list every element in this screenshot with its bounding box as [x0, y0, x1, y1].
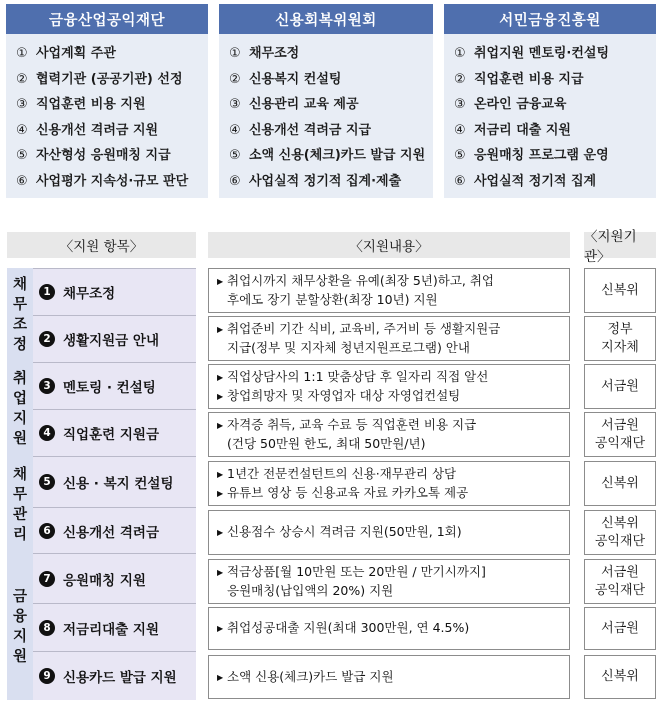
header-support-content: 〈지원내용〉 [208, 232, 570, 258]
support-item-matching-support: 7 응원매칭 지원 [33, 553, 196, 603]
org-role-item: ⑤ 자산형성 응원매칭 지급 [16, 148, 171, 163]
bullet-triangle-icon: ▶ [217, 277, 224, 286]
org-title: 서민금융진흥원 [444, 4, 656, 34]
header-support-item: 〈지원 항목〉 [7, 232, 196, 258]
org-box-credit-recovery [219, 4, 433, 198]
bullet-triangle-icon: ▶ [217, 391, 224, 401]
support-agency: 서금원 공익재단 [584, 559, 656, 604]
support-item-credit-welfare-consulting: 5 신용 · 복지 컨설팅 [33, 456, 196, 507]
number-badge: 3 [39, 378, 55, 394]
org-role-item: ④ 신용개선 격려금 지원 [16, 122, 159, 138]
org-role-item: ① 사업계획 주관 [16, 46, 116, 61]
support-agency: 신복위 [584, 268, 656, 313]
number-badge: 9 [39, 668, 55, 684]
number-badge: 2 [39, 331, 55, 347]
org-role-item: ⑤ 응원매칭 프로그램 운영 [454, 148, 609, 163]
number-badge: 4 [39, 425, 55, 441]
bullet-triangle-icon: ▶ [217, 325, 224, 334]
number-badge: 5 [39, 474, 55, 490]
support-agency: 신복위 공익재단 [584, 510, 656, 555]
number-badge: 8 [39, 620, 55, 636]
support-agency: 서금원 [584, 607, 656, 650]
org-role-list [6, 34, 208, 194]
org-role-item: ② 신용복지 컨설팅 [229, 71, 342, 87]
bullet-triangle-icon: ▶ [217, 568, 224, 577]
bullet-triangle-icon: ▶ [217, 624, 224, 633]
org-role-item: ② 협력기관 (공공기관) 선정 [16, 71, 183, 87]
org-role-item: ① 채무조정 [229, 46, 300, 61]
org-role-list [444, 34, 656, 194]
category-employment-support: 취 업 지 원 [7, 362, 33, 456]
org-title: 신용회복위원회 [219, 4, 433, 34]
support-content: ▶ 적금상품[월 10만원 또는 20만원 / 만기시까지] 응원매칭(납입액의 20%) 지원 [208, 559, 570, 604]
support-agency: 서금원 [584, 364, 656, 409]
org-role-item: ⑤ 소액 신용(체크)카드 발급 지원 [229, 148, 426, 163]
org-role-item: ⑥ 사업실적 정기적 집계·제출 [229, 173, 402, 189]
support-item-credit-card-issuance: 9 신용카드 발급 지원 [33, 651, 196, 700]
support-item-debt-adjustment: 1 채무조정 [33, 268, 196, 315]
org-role-item: ② 직업훈련 비용 지급 [454, 71, 584, 87]
org-role-item: ⑥ 사업평가 지속성·규모 판단 [16, 173, 189, 189]
support-item-low-interest-loan: 8 저금리대출 지원 [33, 603, 196, 651]
number-badge: 7 [39, 571, 55, 587]
number-badge: 6 [39, 523, 55, 539]
bullet-triangle-icon: ▶ [217, 372, 224, 382]
bullet-triangle-icon: ▶ [217, 488, 224, 498]
support-agency: 신복위 [584, 461, 656, 506]
org-box-finance-foundation [6, 4, 208, 198]
org-box-microfinance [444, 4, 656, 198]
bullet-triangle-icon: ▶ [217, 672, 224, 682]
support-content: ▶ 취업성공대출 지원(최대 300만원, 연 4.5%) [208, 607, 570, 650]
org-role-item: ① 취업지원 멘토링·컨설팅 [454, 46, 610, 61]
bullet-triangle-icon: ▶ [217, 421, 224, 430]
org-role-item: ⑥ 사업실적 정기적 집계 [454, 173, 597, 189]
support-content: ▶ 자격증 취득, 교육 수료 등 직업훈련 비용 지급 (건당 50만원 한도, 최대 50만원/년) [208, 412, 570, 457]
org-role-list [219, 34, 433, 194]
header-support-agency: 〈지원기관〉 [584, 232, 656, 258]
support-content: ▶ 소액 신용(체크)카드 발급 지원 [208, 655, 570, 699]
org-role-item: ③ 직업훈련 비용 지원 [16, 97, 146, 112]
support-content: ▶ 1년간 전문컨설턴트의 신용·재무관리 상담 ▶ 유튜브 영상 등 신용교육 자료 카카오톡 제공 [208, 461, 570, 506]
support-content: ▶ 취업시까지 채무상환을 유예(최장 5년)하고, 취업 후에도 장기 분할상환(최장 10년) 지원 [208, 268, 570, 313]
support-content: ▶ 직업상담사의 1:1 맞춤상담 후 일자리 직접 알선 ▶ 창업희망자 및 자영업자 대상 자영업컨설팅 [208, 364, 570, 409]
category-debt-management: 채 무 관 리 [7, 456, 33, 553]
support-content: ▶ 취업준비 기간 식비, 교육비, 주거비 등 생활지원금 지급(정부 및 지자체 청년지원프로그램) 안내 [208, 316, 570, 361]
bullet-triangle-icon: ▶ [217, 528, 224, 537]
org-role-item: ④ 신용개선 격려금 지급 [229, 122, 372, 138]
org-title: 금융산업공익재단 [6, 4, 208, 34]
org-role-item: ③ 온라인 금융교육 [454, 97, 567, 112]
category-financial-support: 금 융 지 원 [7, 553, 33, 700]
support-agency: 서금원 공익재단 [584, 412, 656, 457]
support-agency: 정부 지자체 [584, 316, 656, 361]
support-item-mentoring: 3 멘토링 · 컨설팅 [33, 362, 196, 409]
category-debt-adjustment: 채 무 조 정 [7, 268, 33, 362]
number-badge: 1 [39, 284, 55, 300]
support-item-credit-improvement-bonus: 6 신용개선 격려금 [33, 507, 196, 553]
support-content: ▶ 신용점수 상승시 격려금 지원(50만원, 1회) [208, 510, 570, 555]
support-item-living-allowance: 2 생활지원금 안내 [33, 315, 196, 362]
support-agency: 신복위 [584, 655, 656, 699]
bullet-triangle-icon: ▶ [217, 469, 224, 479]
support-item-vocational-training: 4 직업훈련 지원금 [33, 409, 196, 456]
org-role-item: ④ 저금리 대출 지원 [454, 122, 571, 138]
org-role-item: ③ 신용관리 교육 제공 [229, 97, 359, 112]
